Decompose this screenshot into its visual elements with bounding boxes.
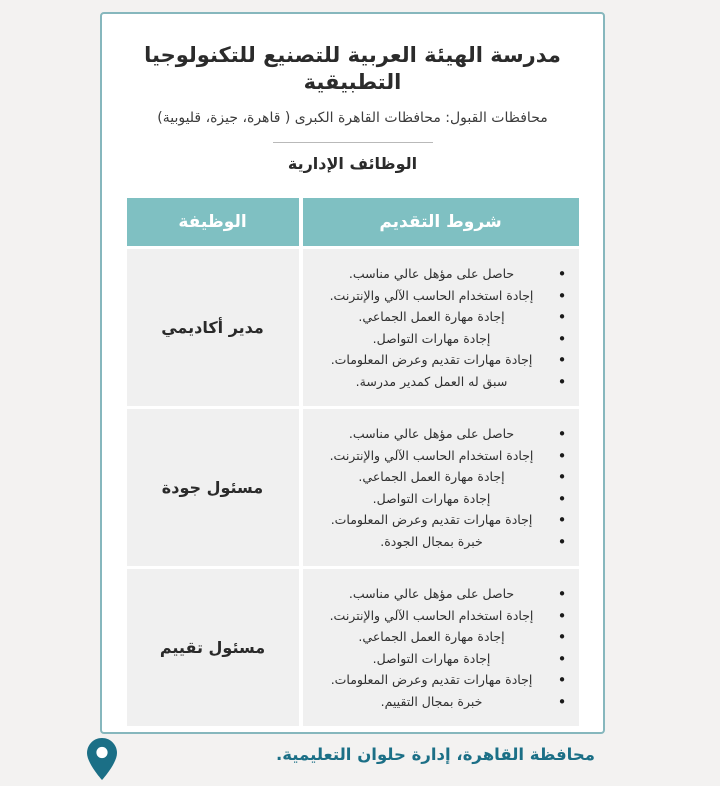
list-item: • إجادة مهارة العمل الجماعي.: [313, 306, 551, 328]
list-item: • إجادة مهارة العمل الجماعي.: [313, 626, 551, 648]
list-item: • إجادة استخدام الحاسب الآلي والإنترنت.: [313, 445, 551, 467]
section-title: الوظائف الإدارية: [287, 154, 418, 174]
jobs-table-head: [127, 198, 579, 246]
list-item: • خبرة بمجال الجودة.: [313, 531, 551, 553]
jobs-table-body: [127, 249, 579, 726]
table-header-row: [127, 198, 579, 246]
list-item: • إجادة استخدام الحاسب الآلي والإنترنت.: [313, 285, 551, 307]
conditions-list: [313, 263, 573, 392]
list-item: • إجادة مهارات التواصل.: [313, 648, 551, 670]
governorates-line: محافظات القبول: محافظات القاهرة الكبرى ( قاهرة، جيزة، قليوبية): [157, 109, 548, 126]
table-row: [127, 249, 579, 406]
column-header-conditions: شروط التقديم: [303, 198, 579, 246]
school-title: مدرسة الهيئة العربية للتصنيع للتكنولوجيا التطبيقية: [144, 43, 561, 95]
poster-footer: [0, 737, 720, 786]
list-item: • إجادة استخدام الحاسب الآلي والإنترنت.: [313, 605, 551, 627]
conditions-list: [313, 423, 573, 552]
content-card: [100, 12, 605, 734]
list-item: • حاصل على مؤهل عالي مناسب.: [313, 263, 551, 285]
list-item: • خبرة بمجال التقييم.: [313, 691, 551, 713]
header-divider: [273, 142, 433, 143]
location-pin-icon: [85, 737, 119, 781]
column-header-job: الوظيفة: [127, 198, 299, 246]
list-item: • إجادة مهارات تقديم وعرض المعلومات.: [313, 349, 551, 371]
list-item: • سبق له العمل كمدير مدرسة.: [313, 371, 551, 393]
list-item: • إجادة مهارات تقديم وعرض المعلومات.: [313, 509, 551, 531]
footer-location-text: محافظة القاهرة، إدارة حلوان التعليمية.: [276, 745, 595, 764]
conditions-cell: [303, 569, 579, 726]
job-title-cell: مسئول جودة: [127, 409, 299, 566]
conditions-cell: [303, 409, 579, 566]
job-title-cell: مدير أكاديمي: [127, 249, 299, 406]
list-item: • إجادة مهارات التواصل.: [313, 328, 551, 350]
list-item: • إجادة مهارات التواصل.: [313, 488, 551, 510]
table-row: [127, 409, 579, 566]
jobs-table: [123, 195, 583, 729]
list-item: • إجادة مهارة العمل الجماعي.: [313, 466, 551, 488]
table-row: [127, 569, 579, 726]
list-item: • حاصل على مؤهل عالي مناسب.: [313, 423, 551, 445]
conditions-list: [313, 583, 573, 712]
job-title-cell: مسئول تقييم: [127, 569, 299, 726]
list-item: • حاصل على مؤهل عالي مناسب.: [313, 583, 551, 605]
conditions-cell: [303, 249, 579, 406]
list-item: • إجادة مهارات تقديم وعرض المعلومات.: [313, 669, 551, 691]
poster-header: [102, 14, 603, 173]
